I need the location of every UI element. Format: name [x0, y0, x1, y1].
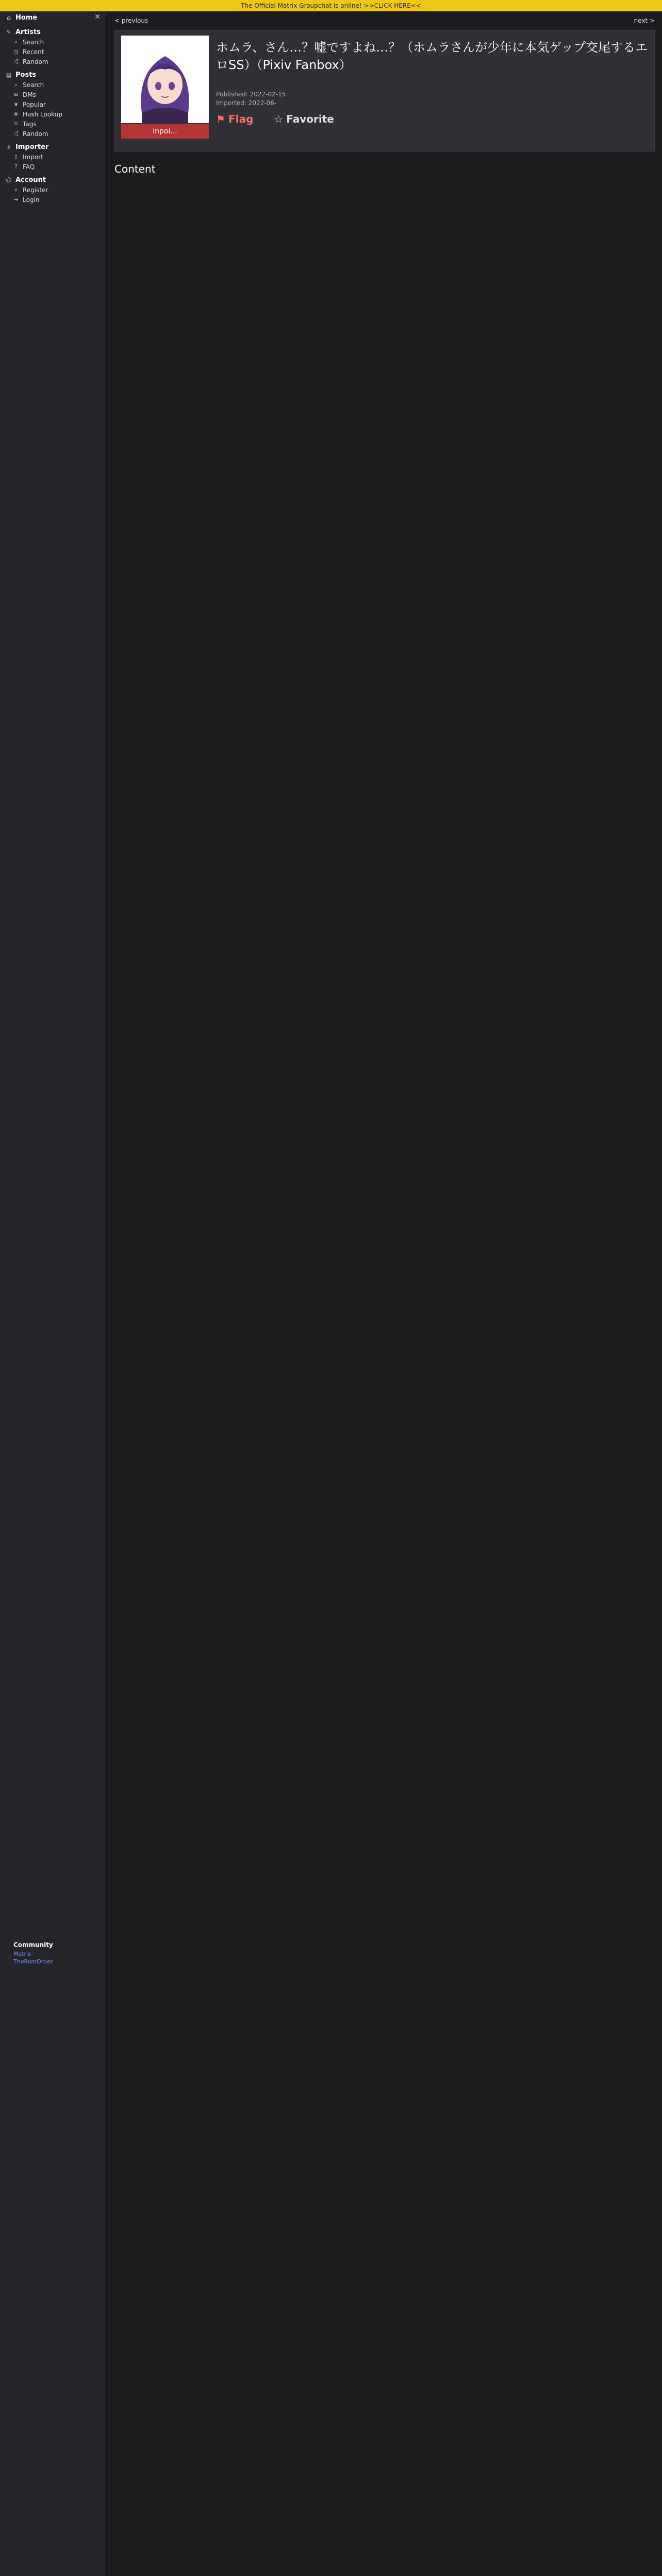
- body-paragraph: [114, 261, 651, 269]
- body-paragraph: [114, 362, 651, 369]
- body-paragraph: [114, 192, 651, 199]
- import-icon: ⇩: [6, 143, 11, 150]
- sidebar-item-artists-search[interactable]: [0, 37, 105, 47]
- sidebar-item-posts-dms[interactable]: [0, 90, 105, 99]
- body-paragraph: [114, 423, 651, 431]
- favorite-label: Favorite: [286, 113, 334, 125]
- body-paragraph: [114, 578, 651, 586]
- posts-icon: ▤: [6, 71, 12, 78]
- palette-icon: ✎: [6, 28, 11, 36]
- sidebar-section-label: Account: [15, 176, 46, 184]
- body-paragraph: [114, 501, 651, 509]
- body-paragraph: [114, 331, 651, 338]
- sidebar-item-posts-random[interactable]: [0, 129, 105, 139]
- body-paragraph: [114, 532, 651, 539]
- body-paragraph: [114, 315, 651, 323]
- body-paragraph: [114, 524, 651, 532]
- sidebar-item-label: Random: [23, 58, 48, 65]
- body-paragraph: [114, 431, 651, 439]
- body-paragraph: [114, 586, 651, 594]
- avatar-image: [121, 36, 209, 123]
- body-paragraph: [114, 408, 651, 416]
- body-paragraph: [114, 594, 651, 601]
- body-paragraph: [114, 462, 651, 470]
- post-header: [114, 30, 655, 151]
- artist-card[interactable]: [121, 36, 209, 139]
- sidebar-item-faq[interactable]: [0, 162, 105, 172]
- body-paragraph: [114, 292, 651, 300]
- body-paragraph: [114, 539, 651, 547]
- sidebar-item-posts-search[interactable]: [0, 80, 105, 90]
- body-paragraph: [114, 215, 651, 223]
- body-paragraph: [114, 416, 651, 423]
- body-paragraph: [114, 207, 651, 215]
- body-paragraph: [114, 199, 651, 207]
- sidebar-item-label: DMs: [23, 91, 36, 98]
- body-paragraph: [114, 601, 651, 609]
- previous-link[interactable]: < previous: [114, 17, 148, 24]
- sidebar-section-label: Posts: [15, 71, 37, 79]
- body-paragraph: [114, 308, 651, 315]
- post-actions: [216, 113, 334, 125]
- body-paragraph: [114, 230, 651, 238]
- sidebar-item-posts-hash-lookup[interactable]: [0, 109, 105, 119]
- sidebar-item-artists-recent[interactable]: [0, 47, 105, 57]
- body-paragraph: [114, 346, 651, 354]
- body-paragraph: [114, 470, 651, 478]
- body-paragraph: [114, 246, 651, 253]
- next-link[interactable]: next >: [634, 17, 655, 24]
- sidebar-item-import[interactable]: [0, 152, 105, 162]
- post-body: [114, 192, 651, 655]
- body-paragraph: [114, 609, 651, 617]
- search-icon: ⌕: [14, 38, 18, 45]
- sidebar-item-label: Search: [23, 81, 44, 89]
- sidebar-item-label: Popular: [23, 100, 46, 108]
- body-paragraph: [114, 555, 651, 563]
- body-paragraph: [114, 509, 651, 516]
- user-icon: ☺: [6, 176, 12, 183]
- sidebar-section-label: Importer: [15, 143, 49, 151]
- sidebar-item-posts-tags[interactable]: [0, 119, 105, 129]
- body-paragraph: [114, 338, 651, 346]
- community-link-romorder[interactable]: TheRomOrder: [13, 1958, 53, 1965]
- sidebar-item-register[interactable]: [0, 185, 105, 195]
- body-paragraph: [114, 393, 651, 400]
- body-paragraph: [114, 617, 651, 624]
- body-paragraph: [114, 269, 651, 277]
- sidebar-item-label: Login: [23, 196, 40, 204]
- body-paragraph: [114, 223, 651, 230]
- sidebar-item-label: Import: [23, 153, 43, 161]
- sidebar-item-login[interactable]: [0, 195, 105, 205]
- sidebar-item-label: Random: [23, 130, 48, 138]
- body-paragraph: [114, 323, 651, 331]
- artist-username[interactable]: inpoi...: [121, 124, 209, 139]
- body-paragraph: [114, 516, 651, 524]
- body-paragraph: [114, 563, 651, 570]
- community-section: [13, 1941, 101, 1965]
- favorite-button[interactable]: [274, 113, 334, 125]
- body-paragraph: [114, 354, 651, 362]
- body-paragraph: [114, 300, 651, 308]
- sidebar-item-label: Search: [23, 38, 44, 46]
- sidebar-home[interactable]: [0, 11, 105, 24]
- body-paragraph: [114, 485, 651, 493]
- close-icon[interactable]: ✕: [94, 13, 101, 21]
- sidebar-item-label: Register: [23, 186, 48, 194]
- clock-icon: ◷: [13, 48, 19, 55]
- sidebar-item-artists-random[interactable]: [0, 57, 105, 66]
- sidebar-home-label: Home: [15, 13, 38, 22]
- imported-date: Imported: 2022-06-: [216, 99, 277, 107]
- sidebar-section-posts: [0, 70, 105, 80]
- community-link-matrix[interactable]: Matrix: [13, 1951, 31, 1957]
- body-paragraph: [114, 439, 651, 447]
- body-paragraph: [114, 400, 651, 408]
- post-pager: [114, 11, 655, 30]
- body-paragraph: [114, 648, 651, 655]
- community-title: Community: [13, 1941, 53, 1948]
- body-paragraph: [114, 377, 651, 385]
- body-paragraph: [114, 284, 651, 292]
- flag-button[interactable]: [216, 113, 253, 125]
- upload-icon: ⇧: [13, 154, 19, 160]
- body-paragraph: [114, 570, 651, 578]
- sidebar-item-label: Tags: [23, 120, 37, 128]
- sidebar-item-posts-popular[interactable]: [0, 99, 105, 109]
- mail-icon: ✉: [13, 91, 19, 98]
- sidebar-section-account: [0, 175, 105, 185]
- sidebar-section-artists: [0, 27, 105, 37]
- body-paragraph: [114, 253, 651, 261]
- main-content: [114, 11, 655, 655]
- banner-text[interactable]: The Official Matrix Groupchat is online! >>CLICK HERE<<: [241, 2, 421, 9]
- register-icon: +: [13, 187, 19, 193]
- shuffle-icon: ⤮: [13, 58, 19, 65]
- sidebar: [0, 11, 105, 2576]
- post-meta: [216, 90, 286, 108]
- body-paragraph: [114, 454, 651, 462]
- body-paragraph: [114, 238, 651, 246]
- body-paragraph: [114, 478, 651, 485]
- sidebar-section-label: Artists: [15, 28, 41, 36]
- shuffle-icon: ⤮: [13, 130, 19, 137]
- body-paragraph: [114, 277, 651, 284]
- login-icon: →: [13, 196, 19, 203]
- content-heading: Content: [114, 163, 655, 178]
- body-paragraph: [114, 369, 651, 377]
- body-paragraph: [114, 447, 651, 454]
- tag-icon: ⌑: [14, 121, 18, 127]
- body-paragraph: [114, 385, 651, 393]
- sidebar-item-label: Hash Lookup: [23, 110, 63, 118]
- announcement-banner[interactable]: [0, 0, 662, 11]
- flag-label: Flag: [228, 113, 254, 125]
- home-icon: ⌂: [7, 14, 11, 21]
- body-paragraph: [114, 547, 651, 555]
- hash-icon: #: [13, 111, 19, 117]
- star-icon: ☆: [274, 113, 284, 125]
- sidebar-item-label: Recent: [23, 48, 44, 56]
- sidebar-item-label: FAQ: [23, 163, 35, 171]
- body-paragraph: [114, 624, 651, 632]
- sidebar-section-importer: [0, 142, 105, 152]
- flag-icon: ⚑: [216, 113, 225, 125]
- body-paragraph: [114, 493, 651, 501]
- star-icon: ★: [13, 101, 19, 108]
- avatar[interactable]: [121, 36, 209, 123]
- body-paragraph: [114, 632, 651, 640]
- published-date: Published: 2022-02-15: [216, 91, 286, 98]
- search-icon: ⌕: [14, 81, 18, 88]
- page-title: ホムラ、さん…？嘘ですよね…？（ホムラさんが少年に本気ゲップ交尾するエロSS）（Pixiv Fanbox）: [216, 40, 648, 72]
- body-paragraph: [114, 640, 651, 648]
- question-icon: ?: [14, 163, 18, 170]
